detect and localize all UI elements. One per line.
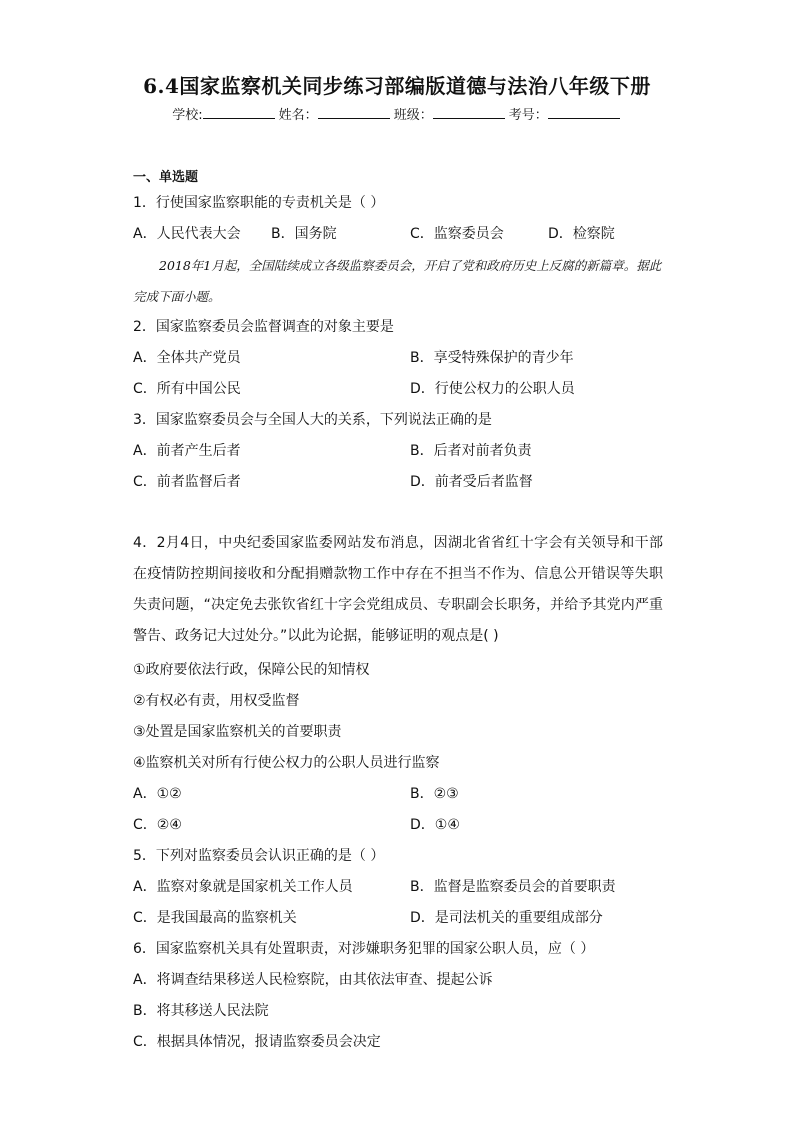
question-3-stem: 3．国家监察委员会与全国人大的关系，下列说法正确的是 [133,412,492,428]
class-blank[interactable] [433,106,505,119]
question-4-statement-3: ③处置是国家监察机关的首要职责 [133,724,342,740]
page-title: 6.4国家监察机关同步练习部编版道德与法治八年级下册 [143,74,651,98]
question-3-option-c[interactable]: C．前者监督后者 [133,474,241,490]
question-1-option-d[interactable]: D．检察院 [548,226,615,242]
number-blank[interactable] [548,106,620,119]
question-6-option-b[interactable]: B．将其移送人民法院 [133,1003,269,1019]
question-5-option-a[interactable]: A．监察对象就是国家机关工作人员 [133,879,353,895]
question-3-option-a[interactable]: A．前者产生后者 [133,443,241,459]
school-blank[interactable] [203,106,275,119]
name-label: 姓名： [278,108,318,123]
question-2-option-b[interactable]: B．享受特殊保护的青少年 [410,350,574,366]
question-5-option-c[interactable]: C．是我国最高的监察机关 [133,910,297,926]
question-4-stem: 4．2月4日，中央纪委国家监委网站发布消息，因湖北省省红十字会有关领导和干部在疫情防控期间接收和分配捐赠款物工作中存在不担当不作为、信息公开错误等失职失责问题，“决定免去张钦省红十字会党组成员、专职副会长职务，并给予其党内严重警告、政务记大过处分。”以此为论据，能够证明的观点是( ) [133,535,663,644]
name-blank[interactable] [318,106,390,119]
question-4-option-b[interactable]: B．②③ [410,786,459,802]
question-1-stem: 1．行使国家监察职能的专责机关是（ ） [133,195,385,211]
class-label: 班级： [393,108,433,123]
question-4-statement-1: ①政府要依法行政，保障公民的知情权 [133,662,370,678]
question-6-option-c[interactable]: C．根据具体情况，报请监察委员会决定 [133,1034,381,1050]
question-3-option-b[interactable]: B．后者对前者负责 [410,443,532,459]
question-4-statement-2: ②有权必有责，用权受监督 [133,693,300,709]
question-1-option-c[interactable]: C．监察委员会 [410,226,504,242]
school-label: 学校: [172,108,203,123]
student-info-row [0,104,794,123]
question-4-option-c[interactable]: C．②④ [133,817,182,833]
question-4-option-d[interactable]: D．①④ [410,817,460,833]
number-label: 考号： [508,108,548,123]
question-4-option-a[interactable]: A．①② [133,786,182,802]
question-5-stem: 5．下列对监察委员会认识正确的是（ ） [133,848,385,864]
question-4-statement-4: ④监察机关对所有行使公权力的公职人员进行监察 [133,755,440,771]
question-5-option-b[interactable]: B．监督是监察委员会的首要职责 [410,879,616,895]
question-6-option-a[interactable]: A．将调查结果移送人民检察院，由其依法审查、提起公诉 [133,972,493,988]
question-1-option-b[interactable]: B．国务院 [271,226,337,242]
question-2-option-d[interactable]: D．行使公权力的公职人员 [410,381,575,397]
question-6-stem: 6．国家监察机关具有处置职责，对涉嫌职务犯罪的国家公职人员，应（ ） [133,941,595,957]
question-5-option-d[interactable]: D．是司法机关的重要组成部分 [410,910,603,926]
reading-passage: 2018年1月起，全国陆续成立各级监察委员会，开启了党和政府历史上反腐的新篇章。据此完成下面小题。 [133,258,662,304]
question-2-stem: 2．国家监察委员会监督调查的对象主要是 [133,319,394,335]
question-1-option-a[interactable]: A．人民代表大会 [133,226,241,242]
question-3-option-d[interactable]: D．前者受后者监督 [410,474,533,490]
question-2-option-c[interactable]: C．所有中国公民 [133,381,241,397]
question-2-option-a[interactable]: A．全体共产党员 [133,350,241,366]
section-title: 一、单选题 [133,170,199,185]
